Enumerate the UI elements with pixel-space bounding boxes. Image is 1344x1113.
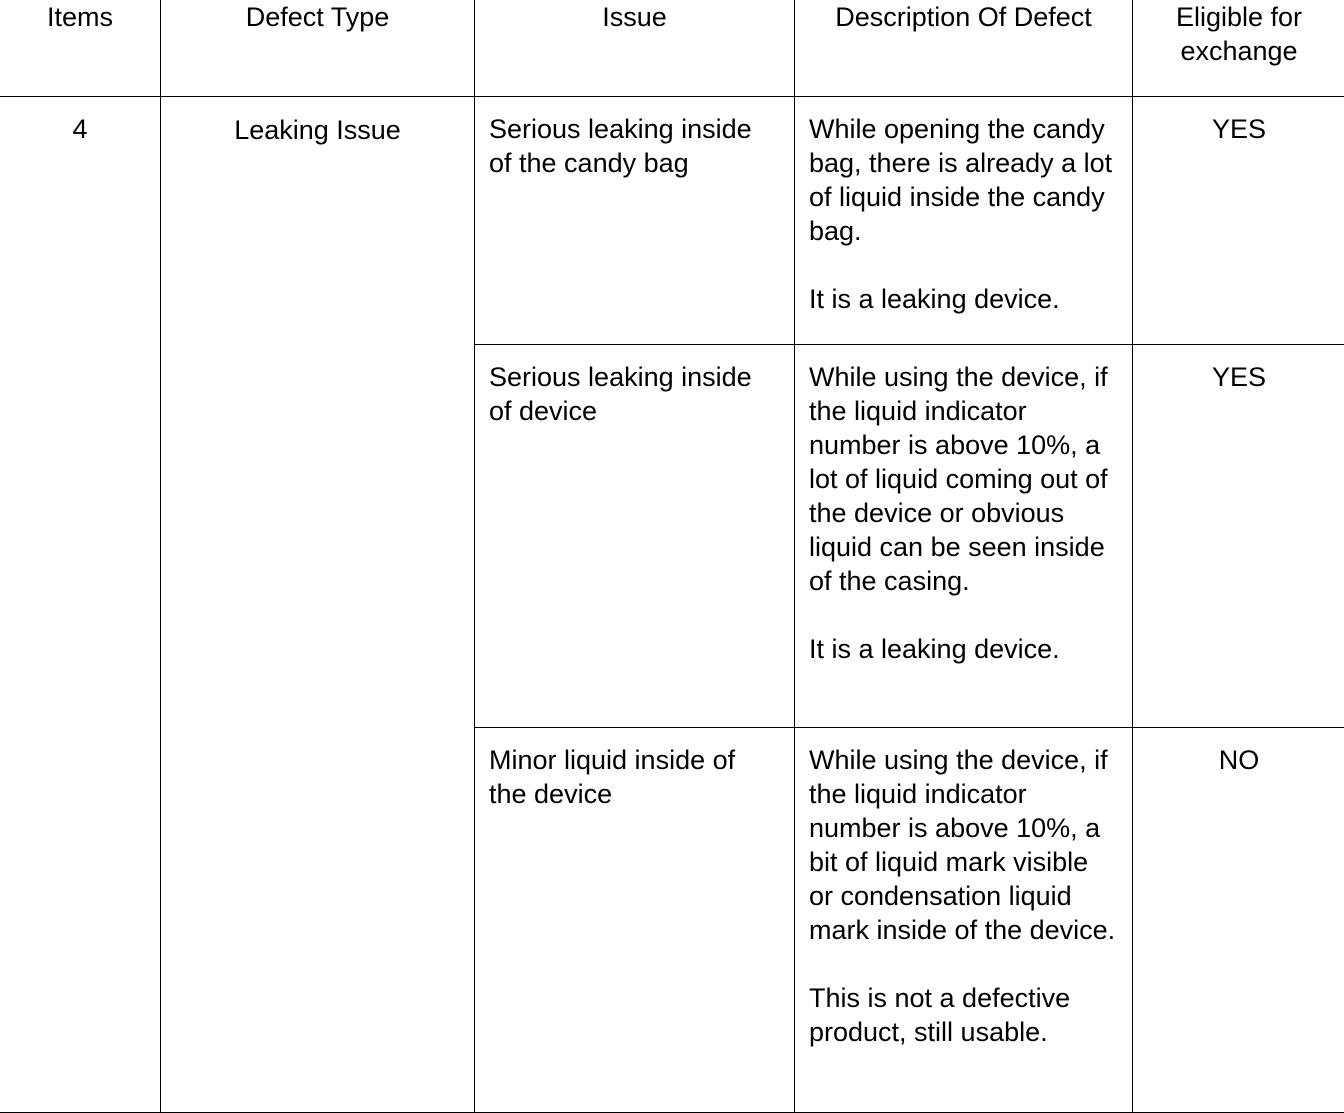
defect-type-cell: Leaking Issue	[161, 97, 475, 1113]
description-cell	[795, 97, 1133, 345]
issue-cell: Minor liquid inside of the device	[475, 728, 795, 1113]
description-note: This is not a defective product, still usable.	[809, 981, 1118, 1049]
header-row	[0, 0, 1344, 97]
eligible-cell: NO	[1133, 728, 1344, 1113]
issue-cell: Serious leaking inside of device	[475, 345, 795, 728]
description-main: While using the device, if the liquid indicator number is above 10%, a lot of liquid coming out of the device or obvious liquid can be seen inside of the casing.	[809, 360, 1118, 598]
eligible-cell: YES	[1133, 97, 1344, 345]
table-row	[0, 97, 1344, 345]
eligible-cell: YES	[1133, 345, 1344, 728]
header-eligible	[1133, 0, 1344, 97]
item-number-cell: 4	[0, 97, 161, 1113]
description-note: It is a leaking device.	[809, 282, 1118, 316]
description-cell	[795, 345, 1133, 728]
issue-cell: Serious leaking inside of the candy bag	[475, 97, 795, 345]
header-items: Items	[0, 0, 161, 97]
description-cell	[795, 728, 1133, 1113]
description-note: It is a leaking device.	[809, 632, 1118, 666]
header-eligible-line2: exchange	[1133, 34, 1344, 68]
description-main: While using the device, if the liquid indicator number is above 10%, a bit of liquid mark visible or condensation liquid mark inside of the device.	[809, 743, 1118, 947]
description-main: While opening the candy bag, there is already a lot of liquid inside the candy bag.	[809, 112, 1118, 248]
header-eligible-line1: Eligible for	[1133, 0, 1344, 34]
header-description: Description Of Defect	[795, 0, 1133, 97]
header-defect-type: Defect Type	[161, 0, 475, 97]
header-issue: Issue	[475, 0, 795, 97]
